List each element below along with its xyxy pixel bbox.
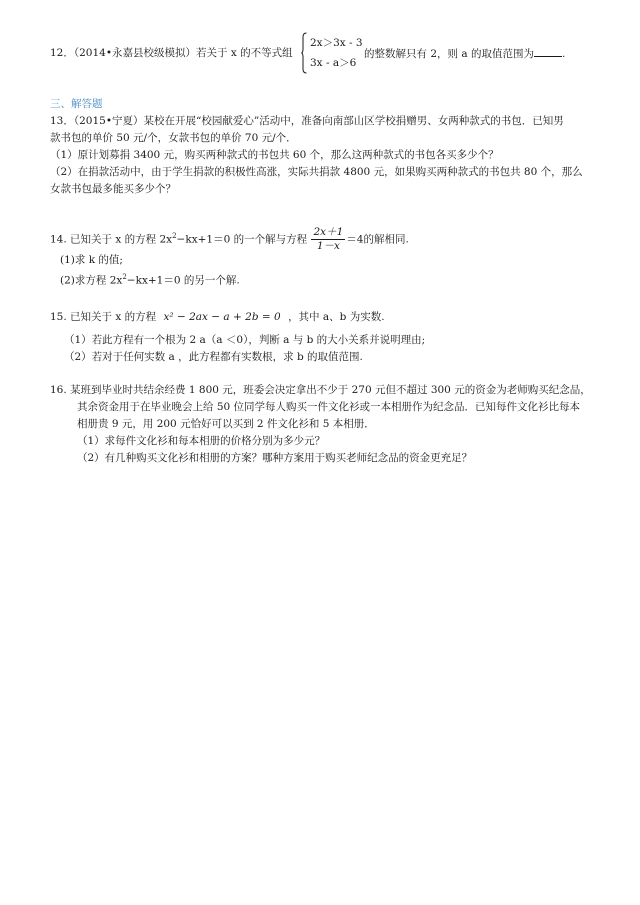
q12-inequality-1: 2x＞3x - 3: [310, 37, 363, 49]
q15-equation: x² − 2ax − a + 2b = 0: [163, 311, 281, 323]
q16-line-2: 其余资金用于在毕业晚会上给 50 位同学每人购买一件文化衫或一本相册作为纪念品．已知每件文化衫比每本: [77, 401, 581, 413]
q14-fraction-denominator: 1－x: [316, 240, 340, 252]
q16-line-3: 相册贵 9 元，用 200 元恰好可以买到 2 件文化衫和 5 本相册．: [77, 418, 375, 430]
q16-line-1: 16. 某班到毕业时共结余经费 1 800 元，班委会决定拿出不少于 270 元但不超过 300 元的资金为老师购买纪念品，: [50, 384, 591, 396]
section-title: 三、解答题: [50, 98, 103, 110]
q15-sub-2: （2）若对于任何实数 a ，此方程都有实数根，求 b 的取值范围.: [64, 351, 363, 363]
q12-text-prefix: 12．（2014•永嘉县校级模拟）若关于 x 的不等式组: [50, 47, 293, 59]
q14-mid: −kx+1＝0 的一个解与方程: [176, 233, 308, 246]
q12-answer-blank: [534, 46, 562, 57]
q14-suffix: 的解相同.: [363, 233, 409, 246]
q15-prefix: 15. 已知关于 x 的方程: [50, 311, 157, 323]
q12-inequality-2: 3x - a＞6: [310, 57, 357, 69]
q14-sub2-exponent: 2: [122, 273, 127, 281]
q12-suffix-text: 的整数解只有 2，则 a 的取值范围为: [364, 48, 534, 60]
q14-equals: ＝4: [346, 233, 364, 246]
q16-sub-2: （2）有几种购买文化衫和相册的方案？哪种方案用于购买老师纪念品的资金更充足？: [77, 452, 473, 464]
q14-sub-2: [60, 270, 240, 288]
q15-stem: [50, 310, 385, 324]
q14-sub2-prefix: (2)求方程 2x: [60, 274, 123, 287]
q16-sub-1: （1）求每件文化衫和每本相册的价格分别为多少元？: [77, 435, 326, 447]
q13-line-2: 款书包的单价 50 元/个，女款书包的单价 70 元/个．: [50, 132, 297, 144]
q14-prefix: 14. 已知关于 x 的方程 2x: [50, 233, 173, 246]
q14-stem: [50, 221, 409, 251]
q14-sub2-suffix: −kx+1＝0 的另一个解.: [126, 274, 240, 287]
q15-suffix: ，其中 a、b 为实数.: [288, 311, 385, 323]
q12-inequality-system: [301, 32, 363, 74]
q14-fraction-numerator: 2x＋1: [313, 226, 344, 238]
q15-sub-1: （1）若此方程有一个根为 2 a（a ＜0），判断 a 与 b 的大小关系并说明理由;: [64, 334, 426, 346]
q13-sub-2-cont: 女款书包最多能买多少个？: [50, 183, 176, 195]
q14-fraction: [311, 226, 345, 253]
q14-exponent: 2: [172, 232, 177, 240]
q12-text-suffix: [364, 46, 565, 61]
q13-sub-1: （1）原计划募捐 3400 元，购买两种款式的书包共 60 个，那么这两种款式的书包各买多少个？: [50, 149, 499, 161]
q12-end-punct: .: [561, 48, 566, 60]
q14-sub-1: (1)求 k 的值;: [60, 254, 123, 266]
q13-line-1: 13．（2015•宁夏）某校在开展“校园献爱心”活动中，准备向南部山区学校捐赠男、女两种款式的书包．已知男: [50, 115, 564, 127]
left-brace-icon: [301, 32, 307, 74]
q13-sub-2: （2）在捐款活动中，由于学生捐款的积极性高涨，实际共捐款 4800 元，如果购买两种款式的书包共 80 个，那么: [50, 166, 583, 178]
